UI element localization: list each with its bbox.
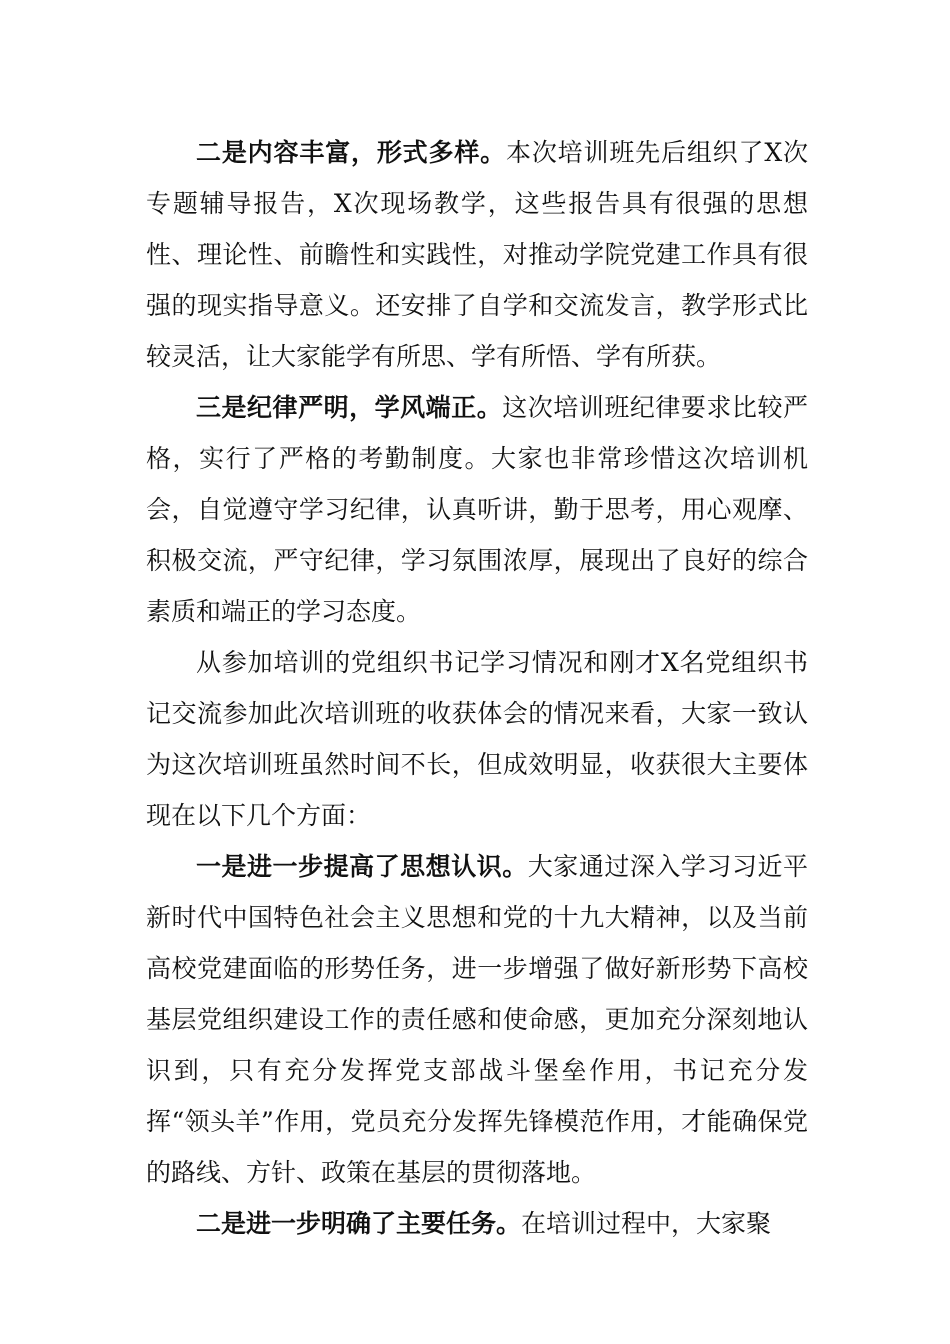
paragraph-content-variety	[146, 127, 808, 382]
paragraph-discipline	[146, 382, 808, 637]
paragraph-text: 这次培训班纪律要求比较严格，实行了严格的考勤制度。大家也非常珍惜这次培训机会，自觉遵守学习纪律，认真听讲，勤于思考，用心观摩、积极交流，严守纪律，学习氛围浓厚，展现出了良好的综合素质和端正的学习态度。	[146, 393, 808, 626]
paragraph-lead: 一是进一步提高了思想认识。	[196, 852, 528, 881]
paragraph-text: 在培训过程中，大家聚	[521, 1209, 772, 1238]
paragraph-tasks	[146, 1198, 808, 1249]
paragraph-lead: 三是纪律严明，学风端正。	[196, 393, 503, 422]
paragraph-text: 本次培训班先后组织了X次专题辅导报告，X次现场教学，这些报告具有很强的思想性、理论性、前瞻性和实践性，对推动学院党建工作具有很强的现实指导意义。还安排了自学和交流发言，教学形式比较灵活，让大家能学有所思、学有所悟、学有所获。	[146, 138, 808, 371]
document-body	[146, 127, 808, 1249]
paragraph-awareness	[146, 841, 808, 1198]
paragraph-lead: 二是内容丰富，形式多样。	[196, 138, 507, 167]
paragraph-lead: 二是进一步明确了主要任务。	[196, 1209, 522, 1238]
paragraph-text: 从参加培训的党组织书记学习情况和刚才X名党组织书记交流参加此次培训班的收获体会的情况来看，大家一致认为这次培训班虽然时间不长，但成效明显，收获很大主要体现在以下几个方面：	[146, 648, 808, 830]
paragraph-summary	[146, 637, 808, 841]
paragraph-text: 大家通过深入学习习近平新时代中国特色社会主义思想和党的十九大精神，以及当前高校党建面临的形势任务，进一步增强了做好新形势下高校基层党组织建设工作的责任感和使命感，更加充分深刻地认识到，只有充分发挥党支部战斗堡垒作用，书记充分发挥“领头羊”作用，党员充分发挥先锋模范作用，才能确保党的路线、方针、政策在基层的贯彻落地。	[146, 852, 808, 1187]
